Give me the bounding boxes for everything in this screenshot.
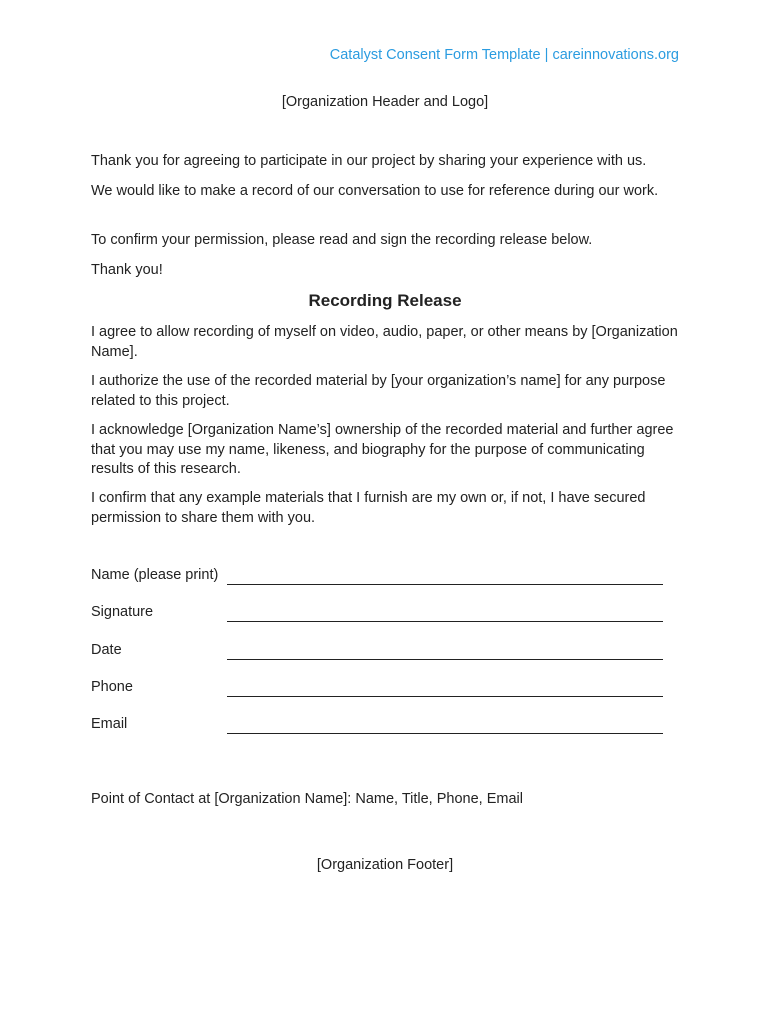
- release-paragraph-acknowledge: I acknowledge [Organization Name’s] ownership of the recorded material and further agree that you may use my name, likeness, and biography for the purpose of communicating results of this research.: [91, 422, 674, 477]
- point-of-contact: Point of Contact at [Organization Name]: Name, Title, Phone, Email: [91, 791, 523, 807]
- intro-paragraph-thanks: Thank you for agreeing to participate in our project by sharing your experience with us.: [91, 153, 647, 169]
- phone-line[interactable]: [227, 696, 663, 697]
- field-row-signature: [91, 604, 663, 626]
- date-line[interactable]: [227, 659, 663, 660]
- recording-release-title: Recording Release: [308, 291, 462, 310]
- field-row-email: [91, 716, 663, 738]
- intro-paragraph-record: We would like to make a record of our conversation to use for reference during our work.: [91, 183, 659, 199]
- signature-line[interactable]: [227, 621, 663, 622]
- release-paragraph-confirm: I confirm that any example materials that I furnish are my own or, if not, I have secured permission to share them with you.: [91, 490, 646, 526]
- intro-paragraph-confirm: To confirm your permission, please read and sign the recording release below.: [91, 232, 593, 248]
- field-row-name: [91, 567, 663, 589]
- name-signature-line[interactable]: [227, 584, 663, 585]
- release-paragraph-agree: I agree to allow recording of myself on video, audio, paper, or other means by [Organization Name].: [91, 324, 678, 360]
- template-link[interactable]: Catalyst Consent Form Template | careinnovations.org: [329, 47, 679, 63]
- release-paragraph-authorize: I authorize the use of the recorded material by [your organization’s name] for any purpose related to this project.: [91, 373, 666, 409]
- field-label-name: Name (please print): [91, 567, 219, 583]
- field-label-phone: Phone: [91, 679, 133, 695]
- organization-header-placeholder: [Organization Header and Logo]: [281, 94, 489, 110]
- field-label-date: Date: [91, 642, 122, 658]
- field-row-date: [91, 642, 663, 664]
- organization-footer-placeholder: [Organization Footer]: [316, 857, 454, 873]
- intro-paragraph-thank-you: Thank you!: [91, 262, 163, 278]
- field-row-phone: [91, 679, 663, 701]
- field-label-email: Email: [91, 716, 128, 732]
- field-label-signature: Signature: [91, 604, 154, 620]
- email-line[interactable]: [227, 733, 663, 734]
